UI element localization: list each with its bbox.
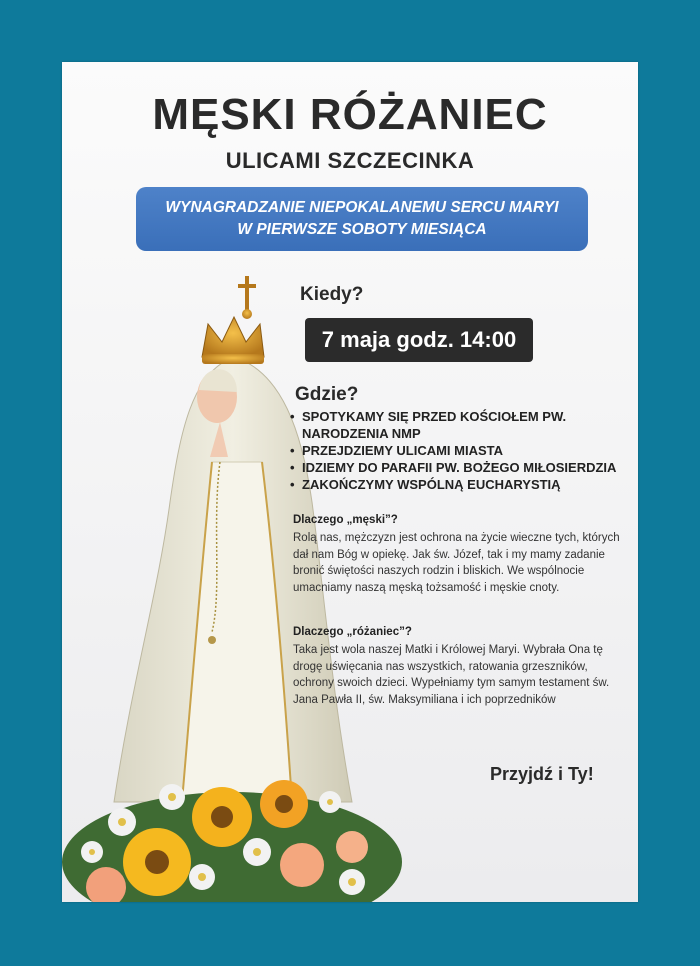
where-item: • IDZIEMY DO PARAFII PW. BOŻEGO MIŁOSIERDZIA — [290, 459, 635, 476]
poster-subtitle: ULICAMI SZCZECINKA — [225, 148, 475, 173]
where-item: • PRZEJDZIEMY ULICAMI MIASTA — [290, 442, 635, 459]
where-item: • ZAKOŃCZYMY WSPÓLNĄ EUCHARYSTIĄ — [290, 476, 635, 493]
call-to-action: Przyjdź i Ty! — [490, 764, 594, 784]
poster — [62, 62, 638, 902]
poster-title: MĘSKI RÓŻANIEC — [152, 90, 548, 139]
where-list — [290, 408, 635, 493]
why-rosary-text: Taka jest wola naszej Matki i Królowej Maryi. Wybrała Ona tę drogę uświęcania nas wszystkich, ratowania grzeszników, ochrony swoich dzieci. Wypełniamy tym samym testament św. Jana Pawła II, św. Maksymiliana i ich poprzedników — [293, 644, 610, 706]
intention-banner — [136, 187, 588, 251]
why-rosary-heading: Dlaczego „różaniec”? — [293, 626, 412, 638]
why-men-heading: Dlaczego „męski”? — [293, 514, 398, 526]
banner-line-2: W PIERWSZE SOBOTY MIESIĄCA — [237, 221, 487, 238]
when-label: Kiedy? — [300, 284, 364, 305]
banner-line-1: WYNAGRADZANIE NIEPOKALANEMU SERCU MARYI — [165, 199, 559, 216]
event-date: 7 maja godz. 14:00 — [305, 318, 533, 362]
why-men-text: Rolą nas, mężczyzn jest ochrona na życie wieczne tych, których dał nam Bóg w opiekę. Jak św. Józef, tak i my mamy zadanie bronić świętości naszych rodzin i bliskich. We wspólnocie umacniamy naszą męską tożsamość i męskie cnoty. — [293, 532, 620, 594]
where-label: Gdzie? — [295, 384, 359, 405]
where-item: • SPOTYKAMY SIĘ PRZED KOŚCIOŁEM PW. NARODZENIA NMP — [290, 408, 635, 442]
